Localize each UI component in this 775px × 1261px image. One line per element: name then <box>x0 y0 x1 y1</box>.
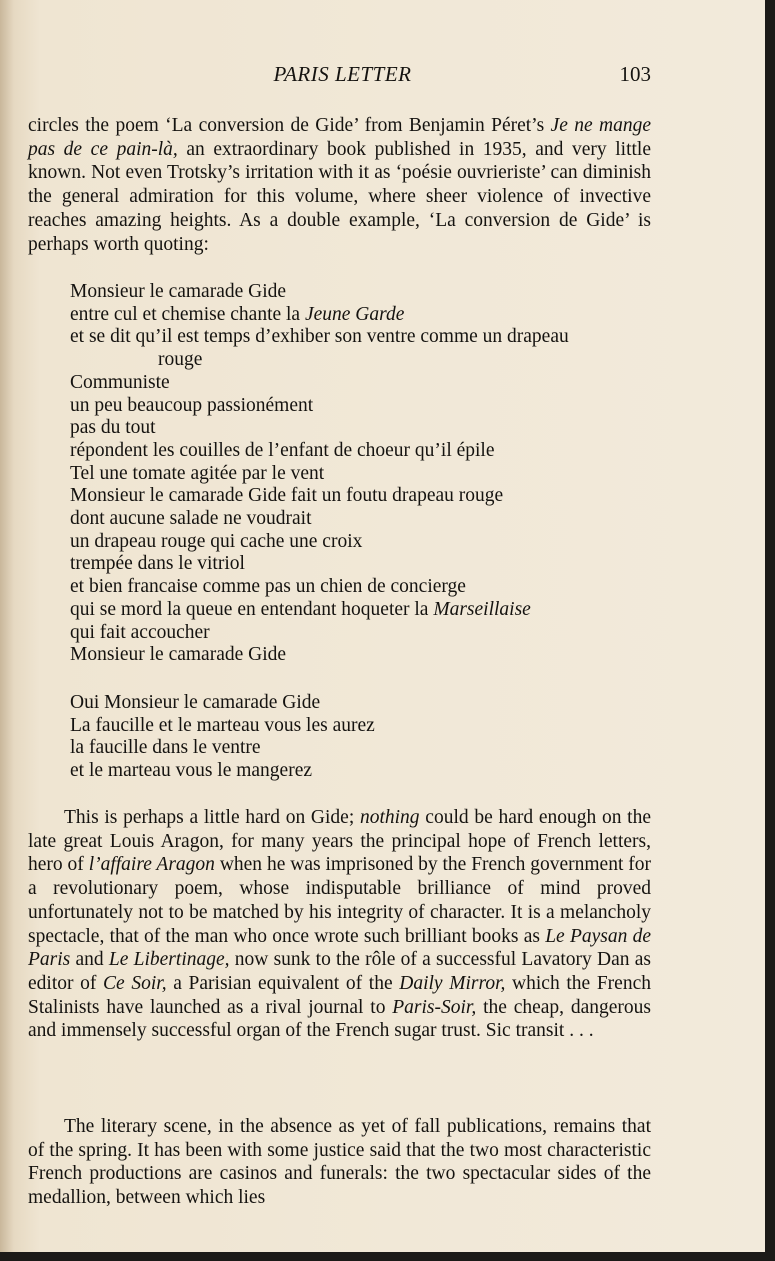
book-title-italic: Je ne mange pas de ce pain-là, <box>28 115 651 160</box>
poem-line: entre cul et chemise chante la Jeune Garde <box>70 303 405 325</box>
poem-line: La faucille et le marteau vous les aurez <box>70 714 375 736</box>
running-title: PARIS LETTER <box>273 62 412 86</box>
poem-line: Tel une tomate agitée par le vent <box>70 462 325 484</box>
poem-line-continuation: rouge <box>158 349 203 371</box>
intro-paragraph: circles the poem ‘La conversion de Gide’ from Benjamin Péret’s Je ne mange pas de ce pain-là, an extraordinary book published in 1935, and very little known. Not even Trotsky’s irritation with it as ‘poésie ouvrieriste’ can diminish the general admiration for this volume, where sheer violence of invective reaches amazing heights. As a double example, ‘La conversion de Gide’ is perhaps worth quoting: <box>28 115 651 255</box>
poem-line: Monsieur le camarade Gide fait un foutu drapeau rouge <box>70 485 504 507</box>
gide-aragon-paragraph: This is perhaps a little hard on Gide; nothing could be hard enough on the late great Louis Aragon, for many years the principal hope of French letters, hero of l’affaire Aragon when he was imprisoned by the French government for a revolutionary poem, whose indisputable brilliance of mind proved unfortunately not to be matched by his integrity of character. It is a melancholy spectacle, that of the man who once wrote such brilliant books as Le Paysan de Paris and Le Libertinage, now sunk to the rôle of a successful Lavatory Dan as editor of Ce Soir, a Parisian equivalent of the Daily Mirror, which the French Stalinists have launched as a rival journal to Paris-Soir, the cheap, dangerous and immensely successful organ of the French sugar trust. Sic transit . . . <box>28 807 652 1042</box>
poem-line: et le marteau vous le mangerez <box>70 760 313 782</box>
poem-line: qui se mord la queue en entendant hoqueter la Marseillaise <box>70 598 531 620</box>
poem-line: la faucille dans le ventre <box>70 737 261 759</box>
poem-line: et bien francaise comme pas un chien de concierge <box>70 576 466 598</box>
poem-stanza-2 <box>70 692 660 783</box>
poem-line: un drapeau rouge qui cache une croix <box>70 530 363 552</box>
poem-line: et se dit qu’il est temps d’exhiber son ventre comme un drapeau <box>70 326 569 348</box>
page-header <box>30 62 655 92</box>
poem-line: pas du tout <box>70 417 156 439</box>
poem-line: Oui Monsieur le camarade Gide <box>70 692 321 713</box>
poem-line: répondent les couilles de l’enfant de choeur qu’il épile <box>70 439 495 461</box>
page-number: 103 <box>619 62 651 86</box>
poem-line: trempée dans le vitriol <box>70 553 245 575</box>
poem-line: Monsieur le camarade Gide <box>70 281 287 302</box>
poem-line: dont aucune salade ne voudrait <box>70 508 312 530</box>
poem-line: Monsieur le camarade Gide <box>70 644 287 666</box>
poem-line: Communiste <box>70 371 170 393</box>
poem-stanza-1 <box>70 281 660 667</box>
poem-line: un peu beaucoup passionément <box>70 394 314 416</box>
poem-line: qui fait accoucher <box>70 621 210 643</box>
literary-scene-paragraph: The literary scene, in the absence as yet of fall publications, remains that of the spring. It has been with some justice said that the two most characteristic French productions are casinos and funerals: the two spectacular sides of the medallion, between which lies <box>28 1116 651 1209</box>
